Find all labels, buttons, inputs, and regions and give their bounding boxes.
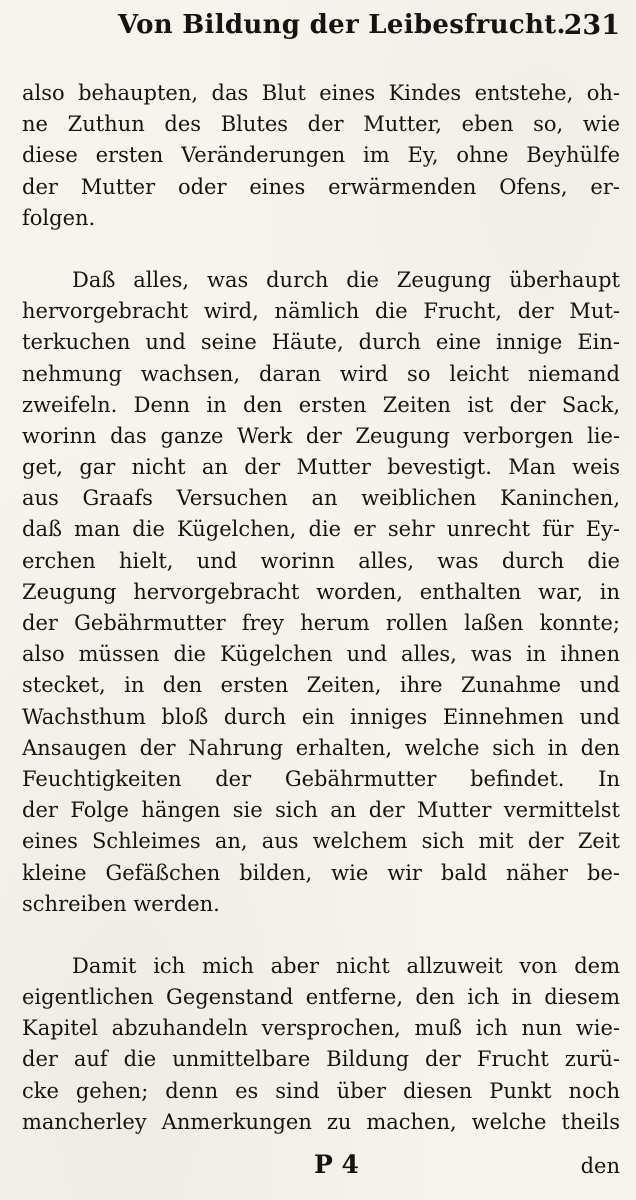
text-line: Zeugung hervorgebracht worden, enthalten war, in — [22, 579, 620, 604]
paragraph-1 — [22, 78, 620, 234]
text-line: diese ersten Veränderungen im Ey, ohne Beyhülfe — [22, 143, 620, 168]
text-line: Daß alles, was durch die Zeugung überhaupt — [72, 267, 620, 292]
text-line: worinn das ganze Werk der Zeugung verborgen lie- — [22, 423, 620, 448]
text-line: erchen hielt, und worinn alles, was durch die — [22, 548, 620, 573]
signature-mark: P 4 — [314, 1150, 359, 1179]
text-line: der Folge hängen sie sich an der Mutter vermittelst — [22, 798, 620, 823]
text-line: der auf die unmittelbare Bildung der Frucht zurü- — [22, 1047, 620, 1072]
text-line: Feuchtigkeiten der Gebährmutter befindet. In — [22, 766, 620, 791]
text-line: also müssen die Kügelchen und alles, was in ihnen — [22, 642, 620, 667]
page-footer — [22, 1150, 620, 1190]
paragraph-3 — [22, 951, 620, 1138]
page-header — [118, 10, 620, 54]
text-line: der Mutter oder eines erwärmenden Ofens, er- — [22, 174, 620, 199]
text-line: Ansaugen der Nahrung erhalten, welche sich in den — [22, 735, 620, 760]
catchword: den — [580, 1154, 620, 1178]
text-line: get, gar nicht an der Mutter bevestigt. Man weis — [22, 455, 620, 480]
text-line: hervorgebracht wird, nämlich die Frucht, der Mut- — [22, 299, 620, 324]
text-line: Kapitel abzuhandeln versprochen, muß ich nun wie- — [22, 1016, 620, 1041]
text-line: schreiben werden. — [22, 891, 220, 916]
text-line: daß man die Kügelchen, die er sehr unrecht für Ey- — [22, 517, 620, 542]
text-line: Damit ich mich aber nicht allzuweit von dem — [72, 953, 620, 978]
text-line: mancherley Anmerkungen zu machen, welche theils — [22, 1109, 620, 1134]
text-line: der Gebährmutter frey herum rollen laßen konnte; — [22, 611, 620, 635]
text-line: terkuchen und seine Häute, durch eine innige Ein- — [22, 330, 620, 355]
text-line: also behaupten, das Blut eines Kindes entstehe, oh- — [22, 81, 620, 105]
text-line: ne Zuthun des Blutes der Mutter, eben so, wie — [22, 112, 620, 137]
paragraph-gap — [22, 234, 620, 265]
text-line: nehmung wachsen, daran wird so leicht niemand — [22, 361, 620, 386]
text-line: aus Graafs Versuchen an weiblichen Kaninchen, — [22, 486, 620, 511]
text-line: eines Schleimes an, aus welchem sich mit der Zeit — [22, 829, 620, 854]
text-line: cke gehen; denn es sind über diesen Punkt noch — [22, 1078, 620, 1103]
text-line: kleine Gefäßchen bilden, wie wir bald näher be- — [22, 860, 620, 885]
text-line: zweifeln. Denn in den ersten Zeiten ist der Sack, — [22, 392, 620, 417]
text-line: stecket, in den ersten Zeiten, ihre Zunahme und — [22, 673, 620, 698]
running-title: Von Bildung der Leibesfrucht. — [118, 10, 566, 40]
text-line: eigentlichen Gegenstand entferne, den ich in diesem — [22, 985, 620, 1010]
text-line: Wachsthum bloß durch ein inniges Einnehmen und — [22, 704, 620, 729]
paragraph-2 — [22, 265, 620, 920]
body-text — [22, 78, 620, 1138]
paragraph-gap — [22, 920, 620, 951]
text-line: folgen. — [22, 205, 96, 230]
page-number: 231 — [563, 10, 620, 41]
